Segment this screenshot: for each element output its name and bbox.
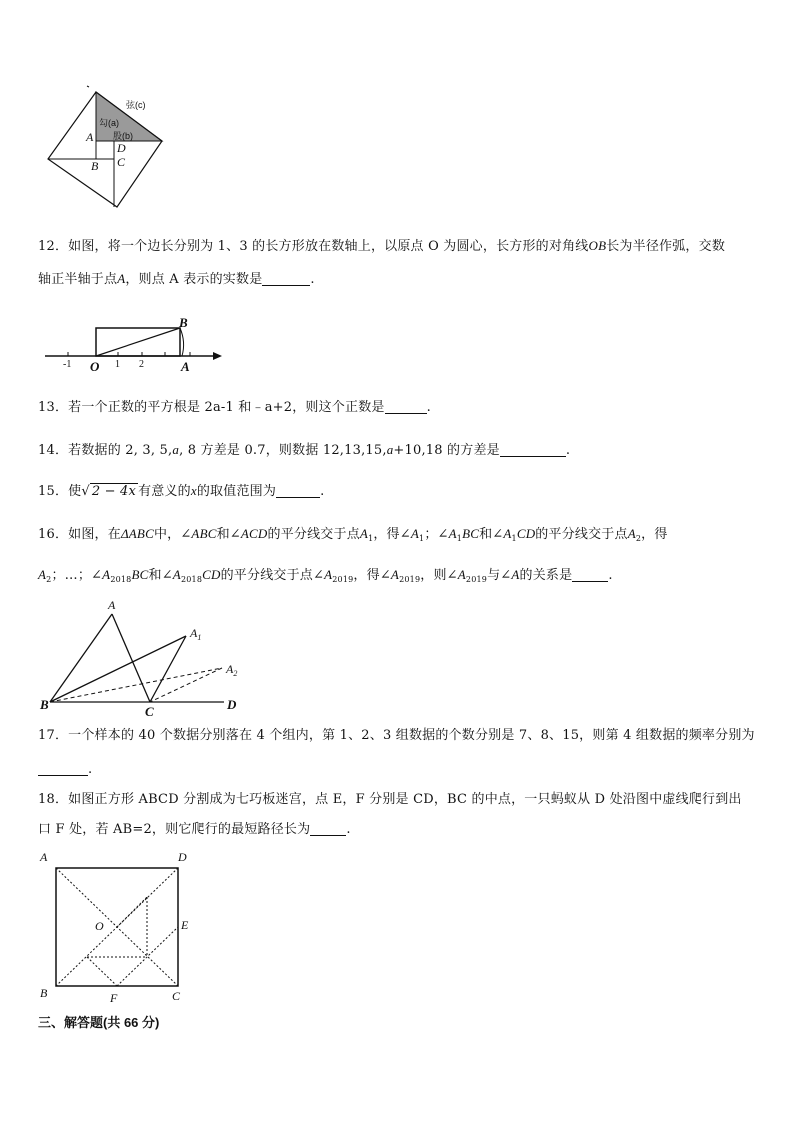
q18-line2: 口 F 处，若 AB=2，则它爬行的最短路径长为 . bbox=[38, 822, 351, 837]
q12-line1: 12．如图，将一个边长分别为 1、3 的长方形放在数轴上，以原点 O 为圆心，长方形的对角线OB长为半径作弧，交数 bbox=[38, 238, 726, 254]
label-E: E bbox=[181, 918, 189, 932]
answer-blank bbox=[385, 399, 427, 414]
q17-line2: . bbox=[38, 760, 92, 780]
answer-blank bbox=[276, 483, 320, 498]
label-A: A bbox=[86, 130, 94, 144]
q16-line1: 16．如图，在ΔABC中，∠ABC和∠ACD的平分线交于点$A_1$，得$\angle A_1$；$\angle A_1BC$和$\angle A_1CD$的平分线交于点$A_2$，得 bbox=[38, 526, 668, 543]
answer-blank bbox=[500, 442, 566, 457]
q13-line: 13．若一个正数的平方根是 2a-1 和﹣a+2，则这个正数是 . bbox=[38, 400, 431, 415]
label-A2: $A_2$ bbox=[226, 662, 238, 678]
label-D: D bbox=[178, 850, 187, 864]
angle-bisector-figure bbox=[40, 600, 250, 712]
tangram-maze-figure bbox=[50, 862, 189, 990]
label-B: B bbox=[179, 315, 188, 330]
label-A: A bbox=[40, 850, 48, 864]
q12-line2: 轴正半轴于点A，则点 A 表示的实数是 . bbox=[38, 271, 315, 287]
label-A: A bbox=[181, 359, 190, 374]
q18-line1: 18．如图正方形 ABCD 分割成为七巧板迷宫，点 E，F 分别是 CD，BC 的中点，一只蚂蚁从 D 处沿图中虚线爬行到出 bbox=[38, 792, 742, 807]
label-F: F bbox=[110, 991, 118, 1005]
pythagoras-figure bbox=[44, 84, 174, 214]
tick-1: 1 bbox=[115, 359, 120, 370]
label-C: C bbox=[145, 704, 154, 719]
label-A: A bbox=[108, 598, 116, 612]
label-gou: 勾(a) bbox=[99, 118, 119, 128]
label-O: O bbox=[95, 919, 104, 933]
label-B: B bbox=[40, 697, 49, 712]
label-chord: 弦(c) bbox=[126, 100, 146, 110]
q17-line1: 17．一个样本的 40 个数据分别落在 4 个组内，第 1、2、3 组数据的个数分别是 7、8、15，则第 4 组数据的频率分别为 bbox=[38, 728, 755, 743]
answer-blank bbox=[572, 567, 608, 582]
label-C: C bbox=[117, 155, 126, 169]
answer-blank bbox=[38, 761, 88, 776]
label-D: D bbox=[227, 697, 237, 712]
answer-blank bbox=[262, 271, 310, 286]
tick-minus1: -1 bbox=[63, 359, 72, 370]
label-D: D bbox=[117, 141, 126, 155]
sqrt-sign: √ bbox=[81, 484, 90, 499]
label-A1: $A_1$ bbox=[190, 626, 202, 642]
answer-blank bbox=[310, 821, 346, 836]
label-gu: 股(b) bbox=[113, 131, 133, 141]
tick-2: 2 bbox=[139, 359, 144, 370]
section-title: 三、解答题(共 66 分) bbox=[38, 1015, 160, 1030]
label-C: C bbox=[172, 989, 181, 1003]
q16-line2: $A_2$；…；$\angle A_{2018}BC$和$\angle A_{2018}CD$的平分线交于点$\angle A_{2019}$，得$\angle A_{2019}$，则$\angle A_{2019}$与∠A的关系是 . bbox=[38, 567, 613, 584]
label-B: B bbox=[40, 986, 48, 1000]
radicand: 2 − 4x bbox=[91, 484, 137, 499]
label-B: B bbox=[91, 159, 99, 173]
q15-line: 15．使√ 2 − 4x 有意义的x的取值范围为 . bbox=[38, 483, 325, 499]
label-O: O bbox=[90, 359, 100, 374]
q14-line: 14．若数据的 2, 3, 5,a, 8 方差是 0.7，则数据 12,13,15,a+10,18 的方差是 . bbox=[38, 442, 571, 458]
